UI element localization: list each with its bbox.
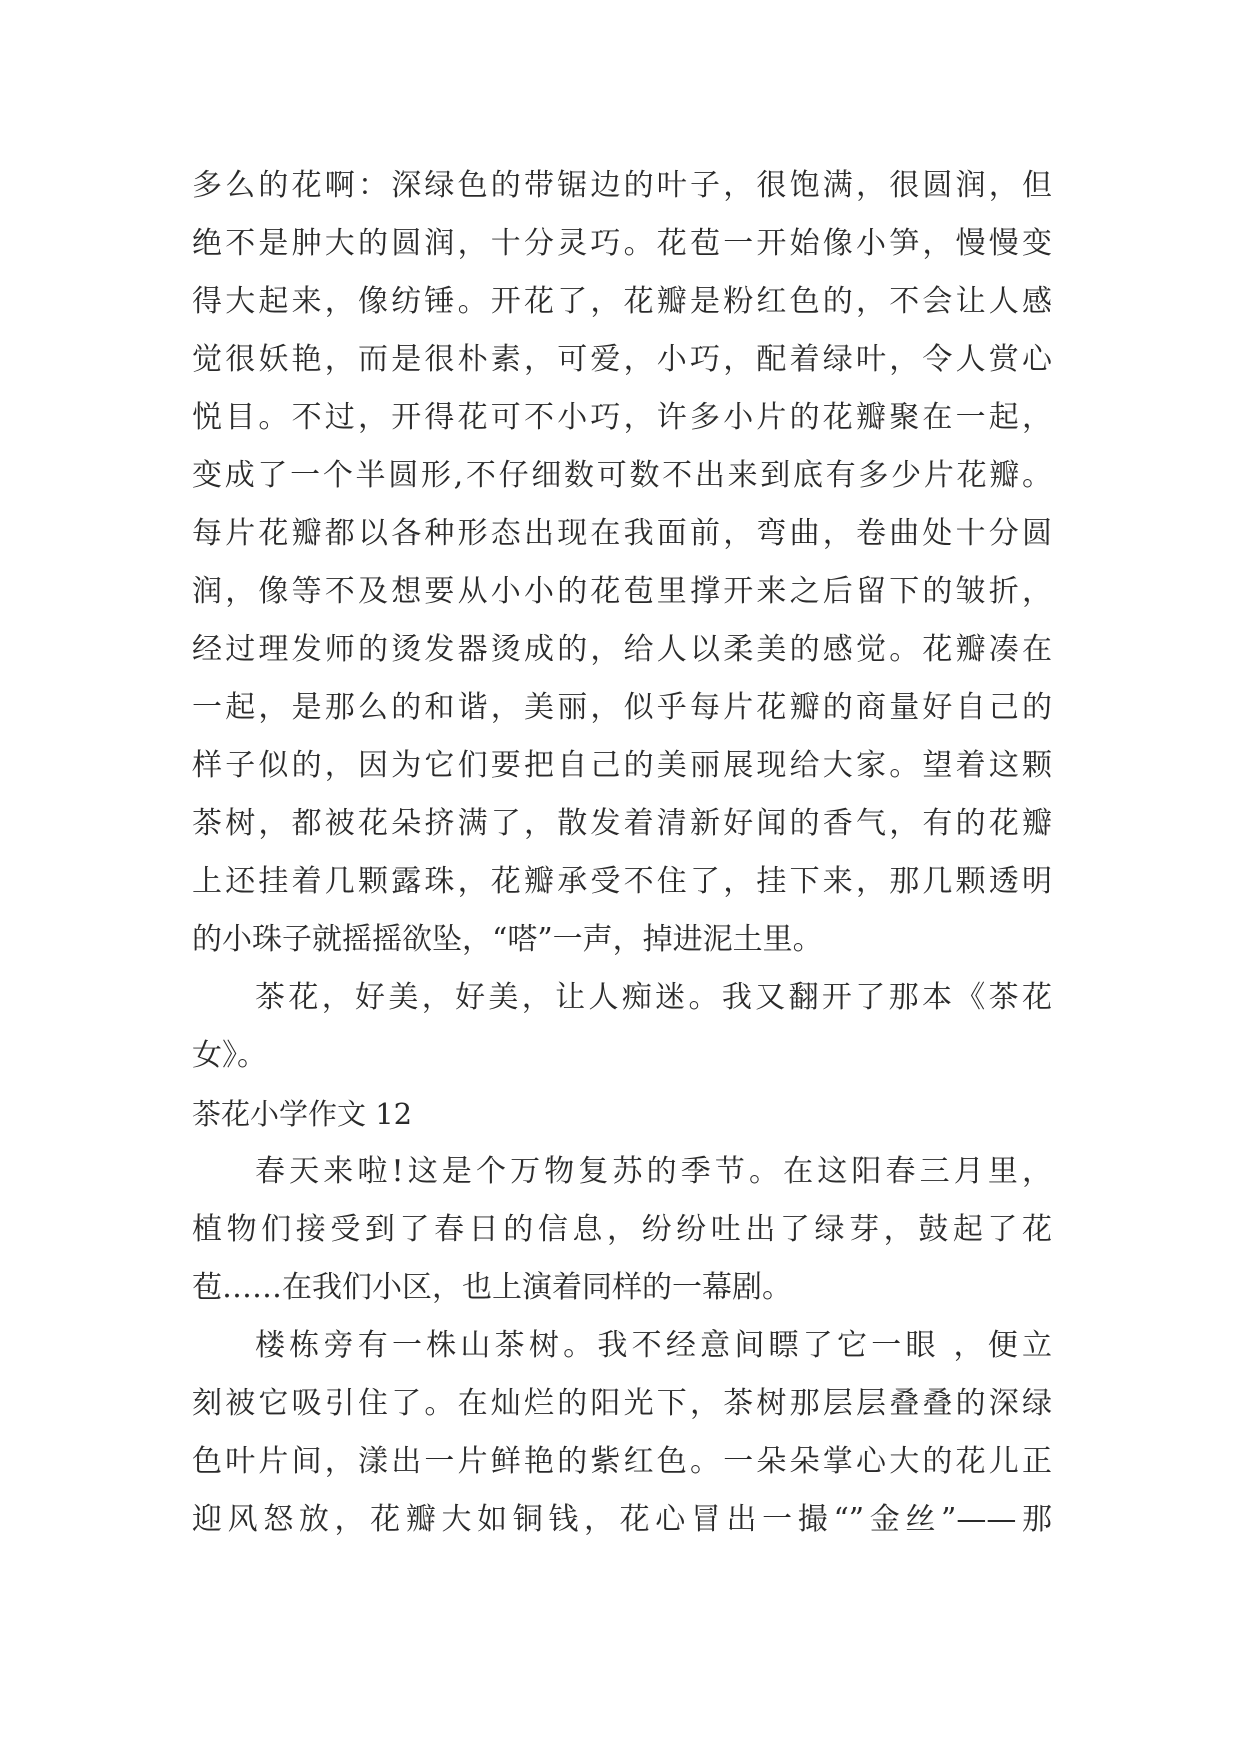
paragraph-start-line: 楼栋旁有一株山茶树。我不经意间瞟了它一眼 ，便立	[255, 1328, 1052, 1363]
text-line: 得大起来，像纺锤。开花了，花瓣是粉红色的，不会让人感	[192, 284, 1052, 319]
text-line: 的小珠子就摇摇欲坠，“嗒”一声，掉进泥土里。	[192, 922, 823, 957]
text-line: 样子似的，因为它们要把自己的美丽展现给大家。望着这颗	[192, 748, 1052, 783]
text-line: 经过理发师的烫发器烫成的，给人以柔美的感觉。花瓣凑在	[192, 632, 1052, 667]
text-line: 苞……在我们小区，也上演着同样的一幕剧。	[192, 1270, 792, 1305]
text-line: 润，像等不及想要从小小的花苞里撑开来之后留下的皱折，	[192, 574, 1052, 609]
text-line: 悦目。不过，开得花可不小巧，许多小片的花瓣聚在一起，	[192, 400, 1052, 435]
paragraph-start-line: 茶花，好美，好美，让人痴迷。我又翻开了那本《茶花	[255, 980, 1052, 1015]
text-line: 觉很妖艳，而是很朴素，可爱，小巧，配着绿叶，令人赏心	[192, 342, 1052, 377]
essay-body	[192, 157, 1052, 1549]
text-line: 多么的花啊：深绿色的带锯边的叶子，很饱满，很圆润，但	[192, 168, 1052, 203]
text-line: 女》。	[192, 1038, 267, 1073]
text-line: 植物们接受到了春日的信息，纷纷吐出了绿芽，鼓起了花	[192, 1212, 1052, 1247]
text-line: 变成了一个半圆形,不仔细数可数不出来到底有多少片花瓣。	[192, 458, 1052, 493]
text-line: 茶树，都被花朵挤满了，散发着清新好闻的香气，有的花瓣	[192, 806, 1052, 841]
section-heading: 茶花小学作文 12	[192, 1097, 413, 1131]
text-line: 一起，是那么的和谐，美丽，似乎每片花瓣的商量好自己的	[192, 690, 1052, 725]
text-line: 绝不是肿大的圆润，十分灵巧。花苞一开始像小笋，慢慢变	[192, 226, 1052, 261]
text-line: 迎风怒放，花瓣大如铜钱，花心冒出一撮“”金丝”——那	[192, 1502, 1052, 1537]
text-line: 色叶片间，漾出一片鲜艳的紫红色。一朵朵掌心大的花儿正	[192, 1444, 1052, 1479]
text-line: 刻被它吸引住了。在灿烂的阳光下，茶树那层层叠叠的深绿	[192, 1386, 1052, 1421]
text-line: 上还挂着几颗露珠，花瓣承受不住了，挂下来，那几颗透明	[192, 864, 1052, 899]
paragraph-start-line: 春天来啦!这是个万物复苏的季节。在这阳春三月里，	[255, 1154, 1052, 1189]
text-line: 每片花瓣都以各种形态出现在我面前，弯曲，卷曲处十分圆	[192, 516, 1052, 551]
